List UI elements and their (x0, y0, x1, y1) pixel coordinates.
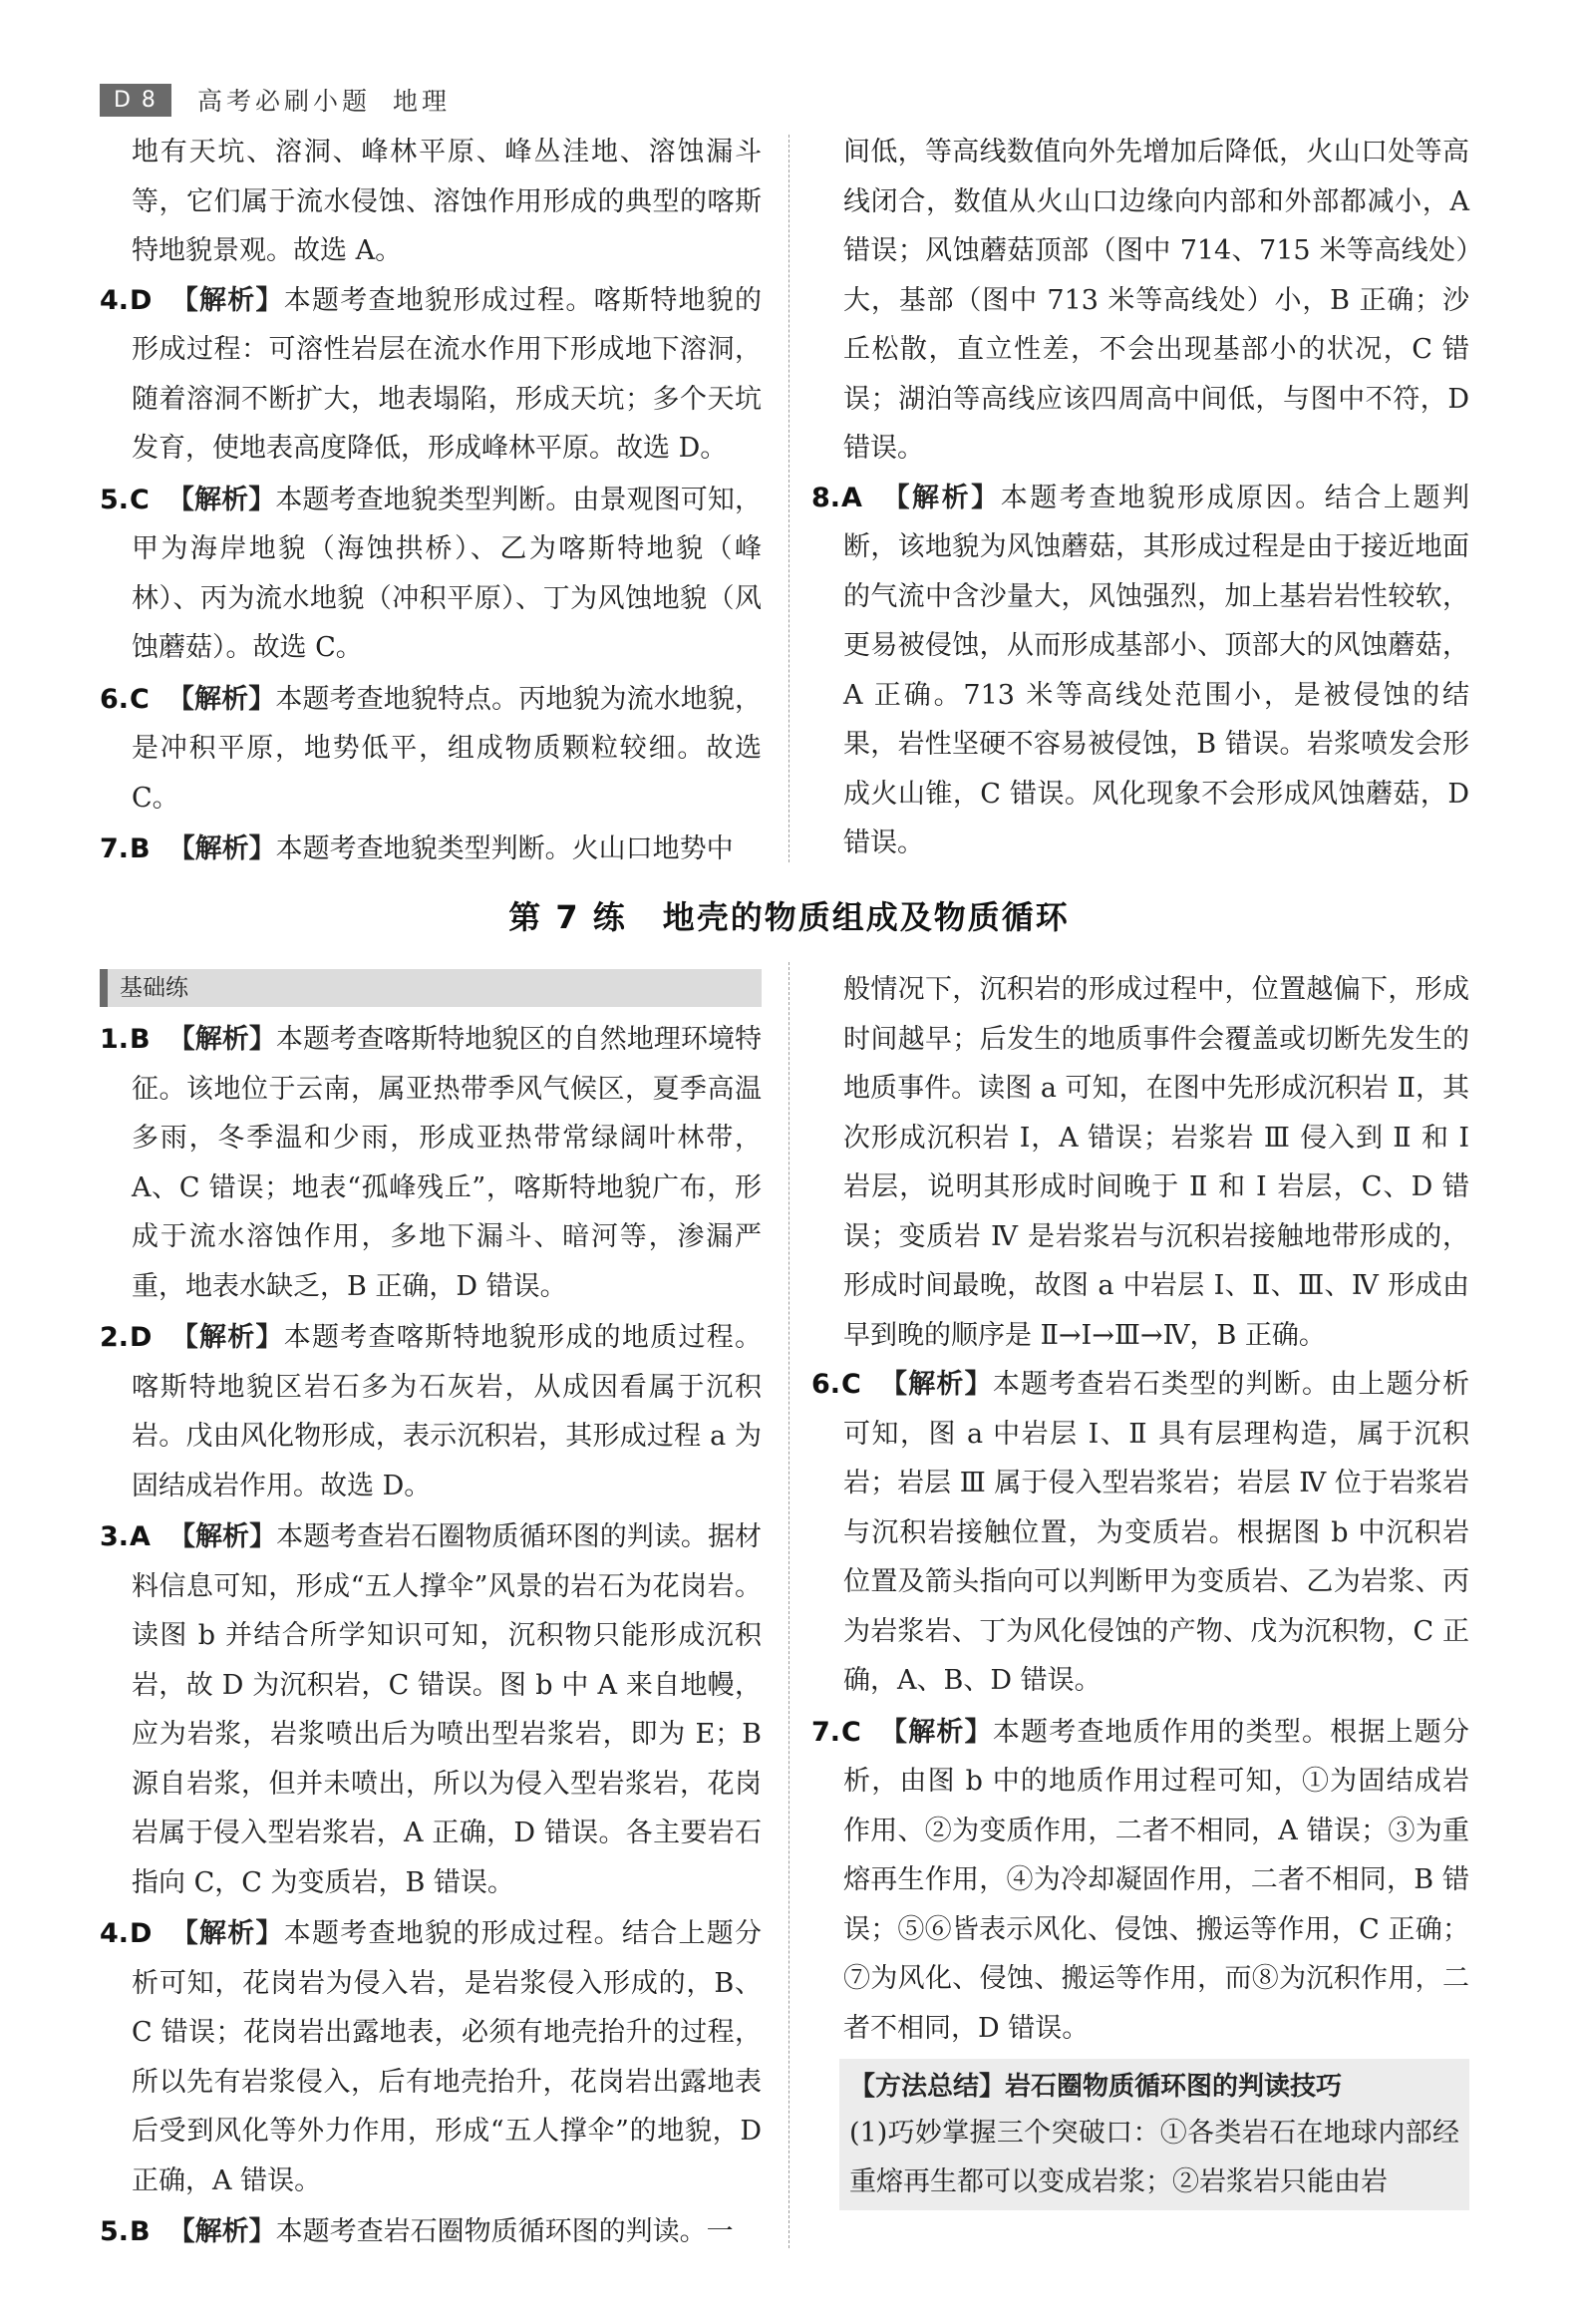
continued-text: 间低，等高线数值向外先增加后降低，火山口处等高线闭合，数值从火山口边缘向内部和外部都减小，A 错误；风蚀蘑菇顶部（图中 714、715 米等高线处）大，基部（图中 713 米等高线处）小，B 正确；沙丘松散，直立性差，不会出现基部小的状况，C 错误；湖泊等高线应该四周高中间低，与图中不符，D 错误。 (843, 137, 1469, 464)
answer-letter: D (130, 1322, 153, 1353)
analysis-tag: 【解析】 (879, 482, 1001, 513)
section-name: 地壳的物质组成及物质循环 (662, 898, 1070, 936)
question-number: 4. (100, 1918, 130, 1949)
analysis-text: 本题考查地貌形成过程。喀斯特地貌的形成过程：可溶性岩层在流水作用下形成地下溶洞，随着溶洞不断扩大，地表塌陷，形成天坑；多个天坑发育，使地表高度降低，形成峰林平原。故选 D。 (132, 284, 762, 464)
top-left-column (100, 128, 763, 876)
answer-letter: B (130, 2216, 151, 2247)
answer-entry (811, 1360, 1470, 1706)
answer-letter: A (841, 482, 862, 513)
subject-title: 地理 (392, 87, 451, 116)
analysis-text: 本题考查岩石类型的判断。由上题分析可知，图 a 中岩层 Ⅰ、Ⅱ 具有层理构造，属于沉积岩；岩层 Ⅲ 属于侵入型岩浆岩；岩层 Ⅳ 位于岩浆岩与沉积岩接触位置，为变质岩。根据图 b 中沉积岩位置及箭头指向可以判断甲为变质岩、乙为岩浆、丙为岩浆岩、丁为风化侵蚀的产物、戊为沉积物，C 正确，A、B、D 错误。 (843, 1369, 1470, 1696)
analysis-text: 本题考查地貌特点。丙地貌为流水地貌，是冲积平原，地势低平，组成物质颗粒较细。故选 C。 (132, 683, 763, 814)
analysis-tag: 【解析】 (169, 1322, 284, 1353)
question-number: 1. (100, 1024, 130, 1055)
analysis-text: 本题考查岩石圈物质循环图的判读。一 (275, 2216, 734, 2247)
answer-letter: C (130, 484, 150, 515)
analysis-tag: 【解析】 (169, 1918, 284, 1949)
answer-entry (100, 1909, 762, 2205)
answer-entry (100, 1015, 763, 1311)
analysis-text: 本题考查地貌类型判断。由景观图可知，甲为海岸地貌（海蚀拱桥）、乙为喀斯特地貌（峰林）、丙为流水地貌（冲积平原）、丁为风蚀地貌（风蚀蘑菇）。故选 C。 (132, 484, 763, 663)
method-summary-box (839, 2059, 1469, 2210)
analysis-text: 本题考查地貌形成原因。结合上题判断，该地貌为风蚀蘑菇，其形成过程是由于接近地面的气流中含沙量大，风蚀强烈，加上基岩岩性较软，更易被侵蚀，从而形成基部小、顶部大的风蚀蘑菇，A 正确。713 米等高线处范围小，是被侵蚀的结果，岩性坚硬不容易被侵蚀，B 错误。岩浆喷发会形成火山锥，C 错误。风化现象不会形成风蚀蘑菇，D 错误。 (843, 482, 1470, 858)
answer-letter: A (130, 1521, 151, 1552)
question-number: 5. (100, 2216, 130, 2247)
running-title (197, 82, 451, 118)
analysis-text: 本题考查地貌类型判断。火山口地势中 (275, 833, 734, 864)
analysis-tag: 【解析】 (878, 1716, 993, 1748)
answer-letter: C (130, 683, 150, 715)
question-number: 6. (100, 683, 130, 715)
analysis-text: 本题考查地质作用的类型。根据上题分析，由图 b 中的地质作用过程可知，①为固结成岩作用、②为变质作用，二者不相同，A 错误；③为重熔再生作用，④为冷却凝固作用，二者不相同，B 错误；⑤⑥皆表示风化、侵蚀、搬运等作用，C 正确；⑦为风化、侵蚀、搬运等作用，而⑧为沉积作用，二者不相同，D 错误。 (843, 1716, 1470, 2044)
analysis-tag: 【解析】 (167, 1521, 277, 1552)
answer-letter: D (130, 1918, 153, 1949)
answer-letter: D (130, 284, 153, 316)
answer-entry (100, 1313, 762, 1510)
answer-letter: B (130, 1024, 151, 1055)
question-number: 5. (100, 484, 130, 515)
answer-entry (100, 1512, 763, 1907)
question-number: 2. (100, 1322, 130, 1353)
answer-entry (100, 675, 763, 824)
answer-entry (100, 2207, 762, 2257)
question-number: 7. (100, 833, 130, 864)
question-number: 8. (811, 482, 841, 513)
analysis-text: 本题考查喀斯特地貌区的自然地理环境特征。该地位于云南，属亚热带季风气候区，夏季高温多雨，冬季温和少雨，形成亚热带常绿阔叶林带，A、C 错误；地表“孤峰残丘”，喀斯特地貌广布，形成于流水溶蚀作用，多地下漏斗、暗河等，渗漏严重，地表水缺乏，B 正确，D 错误。 (132, 1024, 763, 1302)
continued-text: 般情况下，沉积岩的形成过程中，位置越偏下，形成时间越早；后发生的地质事件会覆盖或切断先发生的地质事件。读图 a 可知，在图中先形成沉积岩 Ⅱ，其次形成沉积岩 Ⅰ，A 错误；岩浆岩 Ⅲ 侵入到 Ⅱ 和 Ⅰ 岩层，说明其形成时间晚于 Ⅱ 和 Ⅰ 岩层，C、D 错误；变质岩 Ⅳ 是岩浆岩与沉积岩接触地带形成的，形成时间最晚，故图 a 中岩层 Ⅰ、Ⅱ、Ⅲ、Ⅳ 形成由早到晚的顺序是 Ⅱ→Ⅰ→Ⅲ→Ⅳ，B 正确。 (843, 974, 1469, 1351)
section-title (0, 892, 1578, 938)
answer-entry (811, 1708, 1470, 2054)
analysis-tag: 【解析】 (167, 2216, 276, 2247)
analysis-tag: 【解析】 (166, 683, 276, 715)
analysis-tag: 【解析】 (878, 1369, 993, 1400)
question-number: 4. (100, 284, 130, 316)
bottom-left-column (100, 969, 762, 2259)
answer-entry (100, 276, 762, 474)
page-header (100, 80, 451, 120)
answer-entry (811, 474, 1470, 868)
answer-letter: B (130, 833, 151, 864)
answer-letter: C (841, 1369, 861, 1400)
continued-text: 地有天坑、溶洞、峰林平原、峰丛洼地、溶蚀漏斗等，它们属于流水侵蚀、溶蚀作用形成的典型的喀斯特地貌景观。故选 A。 (132, 137, 762, 266)
analysis-tag: 【解析】 (169, 284, 284, 316)
book-title: 高考必刷小题 (196, 87, 371, 116)
analysis-tag: 【解析】 (166, 484, 276, 515)
analysis-tag: 【解析】 (167, 1024, 276, 1055)
analysis-text: 本题考查岩石圈物质循环图的判读。据材料信息可知，形成“五人撑伞”风景的岩石为花岗岩。读图 b 并结合所学知识可知，沉积物只能形成沉积岩，故 D 为沉积岩，C 错误。图 b 中 A 来自地幔，应为岩浆，岩浆喷出后为喷出型岩浆岩，即为 E；B 源自岩浆，但并未喷出，所以为侵入型岩浆岩，花岗岩属于侵入型岩浆岩，A 正确，D 错误。各主要岩石指向 C，C 为变质岩，B 错误。 (132, 1521, 763, 1898)
question-number: 7. (811, 1716, 841, 1748)
answer-entry (100, 825, 762, 874)
answer-entry (100, 476, 763, 673)
bottom-right-column (811, 965, 1470, 2210)
analysis-tag: 【解析】 (167, 833, 276, 864)
method-summary-text: (1)巧妙掌握三个突破口：①各类岩石在地球内部经重熔再生都可以变成岩浆；②岩浆岩只能由岩 (849, 2118, 1459, 2197)
analysis-text: 本题考查喀斯特地貌形成的地质过程。喀斯特地貌区岩石多为石灰岩，从成因看属于沉积岩。戊由风化物形成，表示沉积岩，其形成过程 a 为固结成岩作用。故选 D。 (132, 1322, 762, 1501)
subsection-label: 基础练 (100, 969, 762, 1007)
top-right-column (811, 128, 1470, 870)
answer-letter: C (841, 1716, 861, 1748)
question-number: 3. (100, 1521, 130, 1552)
analysis-text: 本题考查地貌的形成过程。结合上题分析可知，花岗岩为侵入岩，是岩浆侵入形成的，B、C 错误；花岗岩出露地表，必须有地壳抬升的过程，所以先有岩浆侵入，后有地壳抬升，花岗岩出露地表后受到风化等外力作用，形成“五人撑伞”的地貌，D 正确，A 错误。 (132, 1918, 762, 2196)
page-number-badge: D 8 (100, 84, 171, 117)
question-number: 6. (811, 1369, 841, 1400)
section-number: 第 7 练 (508, 898, 627, 936)
method-summary-title: 【方法总结】岩石圈物质循环图的判读技巧 (849, 2072, 1343, 2102)
